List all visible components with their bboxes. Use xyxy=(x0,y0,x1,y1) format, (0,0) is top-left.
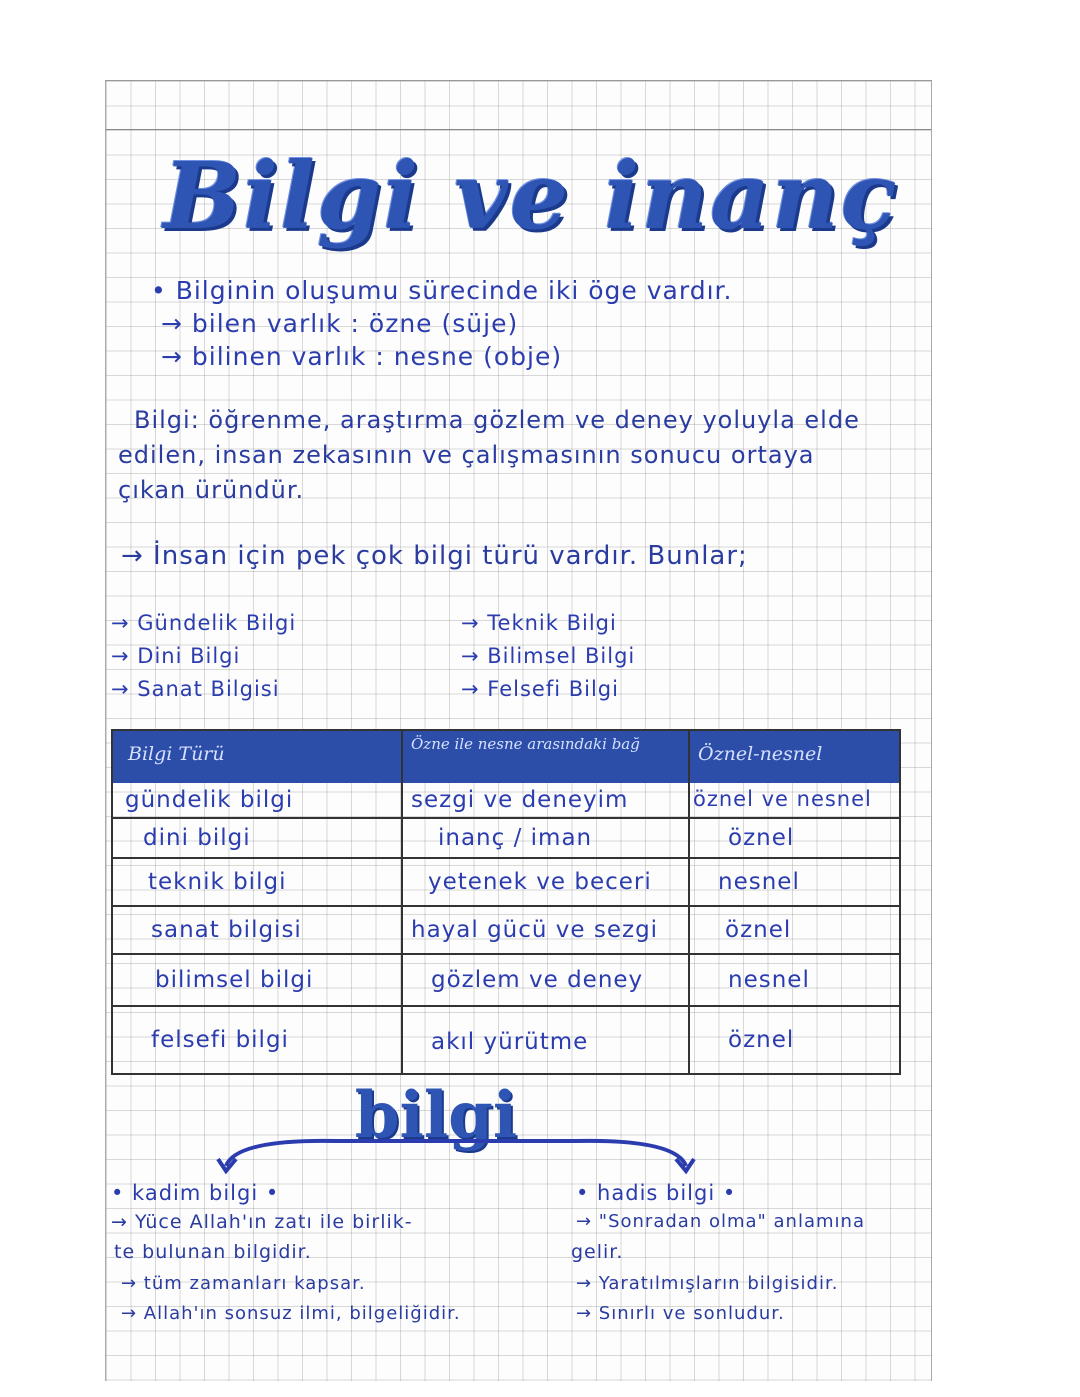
hadis-line-1: → "Sonradan olma" anlamına xyxy=(576,1211,865,1232)
type-felsefi: → Felsefi Bilgi xyxy=(461,677,619,701)
intro-bullet: • Bilginin oluşumu sürecinde iki öge vardır. xyxy=(151,276,733,305)
table-header-row xyxy=(113,731,899,783)
kadim-heading: • kadim bilgi • xyxy=(111,1181,280,1205)
hadis-line-4: → Sınırlı ve sonludur. xyxy=(576,1303,785,1324)
table-cell: yetenek ve beceri xyxy=(428,869,652,895)
table-col-divider-1 xyxy=(401,731,403,1073)
section-subtitle: bilgi xyxy=(354,1078,518,1153)
kadim-line-2: te bulunan bilgidir. xyxy=(114,1241,312,1263)
table-cell: inanç / iman xyxy=(438,825,593,851)
table-row-divider xyxy=(113,1005,899,1007)
type-gundelik: → Gündelik Bilgi xyxy=(111,611,297,635)
knowledge-types-table xyxy=(111,729,901,1075)
table-cell: nesnel xyxy=(718,869,800,895)
table-header-subjectivity: Öznel-nesnel xyxy=(698,743,823,765)
definition-line-2: edilen, insan zekasının ve çalışmasının sonucu ortaya xyxy=(118,441,815,469)
table-cell: akıl yürütme xyxy=(431,1029,589,1055)
table-cell: öznel xyxy=(728,825,795,851)
table-row-divider xyxy=(113,857,899,859)
table-cell: sezgi ve deneyim xyxy=(411,787,629,813)
notebook-page xyxy=(105,80,932,1381)
top-margin-line xyxy=(106,129,931,130)
kadim-line-4: → Allah'ın sonsuz ilmi, bilgeliğidir. xyxy=(121,1303,461,1324)
table-header-relation: Özne ile nesne arasındaki bağ xyxy=(411,735,640,753)
table-cell: hayal gücü ve sezgi xyxy=(411,917,659,943)
table-cell: öznel xyxy=(728,1027,795,1053)
kadim-line-1: → Yüce Allah'ın zatı ile birlik- xyxy=(111,1211,413,1233)
table-cell: gündelik bilgi xyxy=(125,787,294,813)
type-sanat: → Sanat Bilgisi xyxy=(111,677,280,701)
intro-item-object: → bilinen varlık : nesne (obje) xyxy=(161,342,563,371)
table-cell: felsefi bilgi xyxy=(151,1027,289,1053)
table-cell: dini bilgi xyxy=(143,825,251,851)
kadim-line-3: → tüm zamanları kapsar. xyxy=(121,1273,366,1294)
table-row-divider xyxy=(113,817,899,819)
definition-line-3: çıkan üründür. xyxy=(118,476,305,504)
table-cell: sanat bilgisi xyxy=(151,917,302,943)
definition-line-1: Bilgi: öğrenme, araştırma gözlem ve deney yoluyla elde xyxy=(134,406,860,434)
table-header-type: Bilgi Türü xyxy=(128,743,225,765)
table-row-divider xyxy=(113,953,899,955)
table-col-divider-2 xyxy=(688,731,690,1073)
page-title: Bilgi ve inanç xyxy=(163,142,899,250)
table-cell: teknik bilgi xyxy=(148,869,287,895)
table-cell: nesnel xyxy=(728,967,810,993)
hadis-heading: • hadis bilgi • xyxy=(576,1181,737,1205)
table-cell: öznel ve nesnel xyxy=(693,787,872,811)
table-cell: öznel xyxy=(725,917,792,943)
type-teknik: → Teknik Bilgi xyxy=(461,611,617,635)
table-cell: bilimsel bilgi xyxy=(155,967,314,993)
hadis-line-2: gelir. xyxy=(571,1241,624,1263)
intro-item-subject: → bilen varlık : özne (süje) xyxy=(161,309,519,338)
type-dini: → Dini Bilgi xyxy=(111,644,241,668)
type-bilimsel: → Bilimsel Bilgi xyxy=(461,644,636,668)
types-intro: → İnsan için pek çok bilgi türü vardır. Bunlar; xyxy=(121,541,748,571)
hadis-line-3: → Yaratılmışların bilgisidir. xyxy=(576,1273,839,1294)
table-row-divider xyxy=(113,905,899,907)
table-cell: gözlem ve deney xyxy=(431,967,644,993)
branch-arrow-icon xyxy=(216,1131,696,1176)
